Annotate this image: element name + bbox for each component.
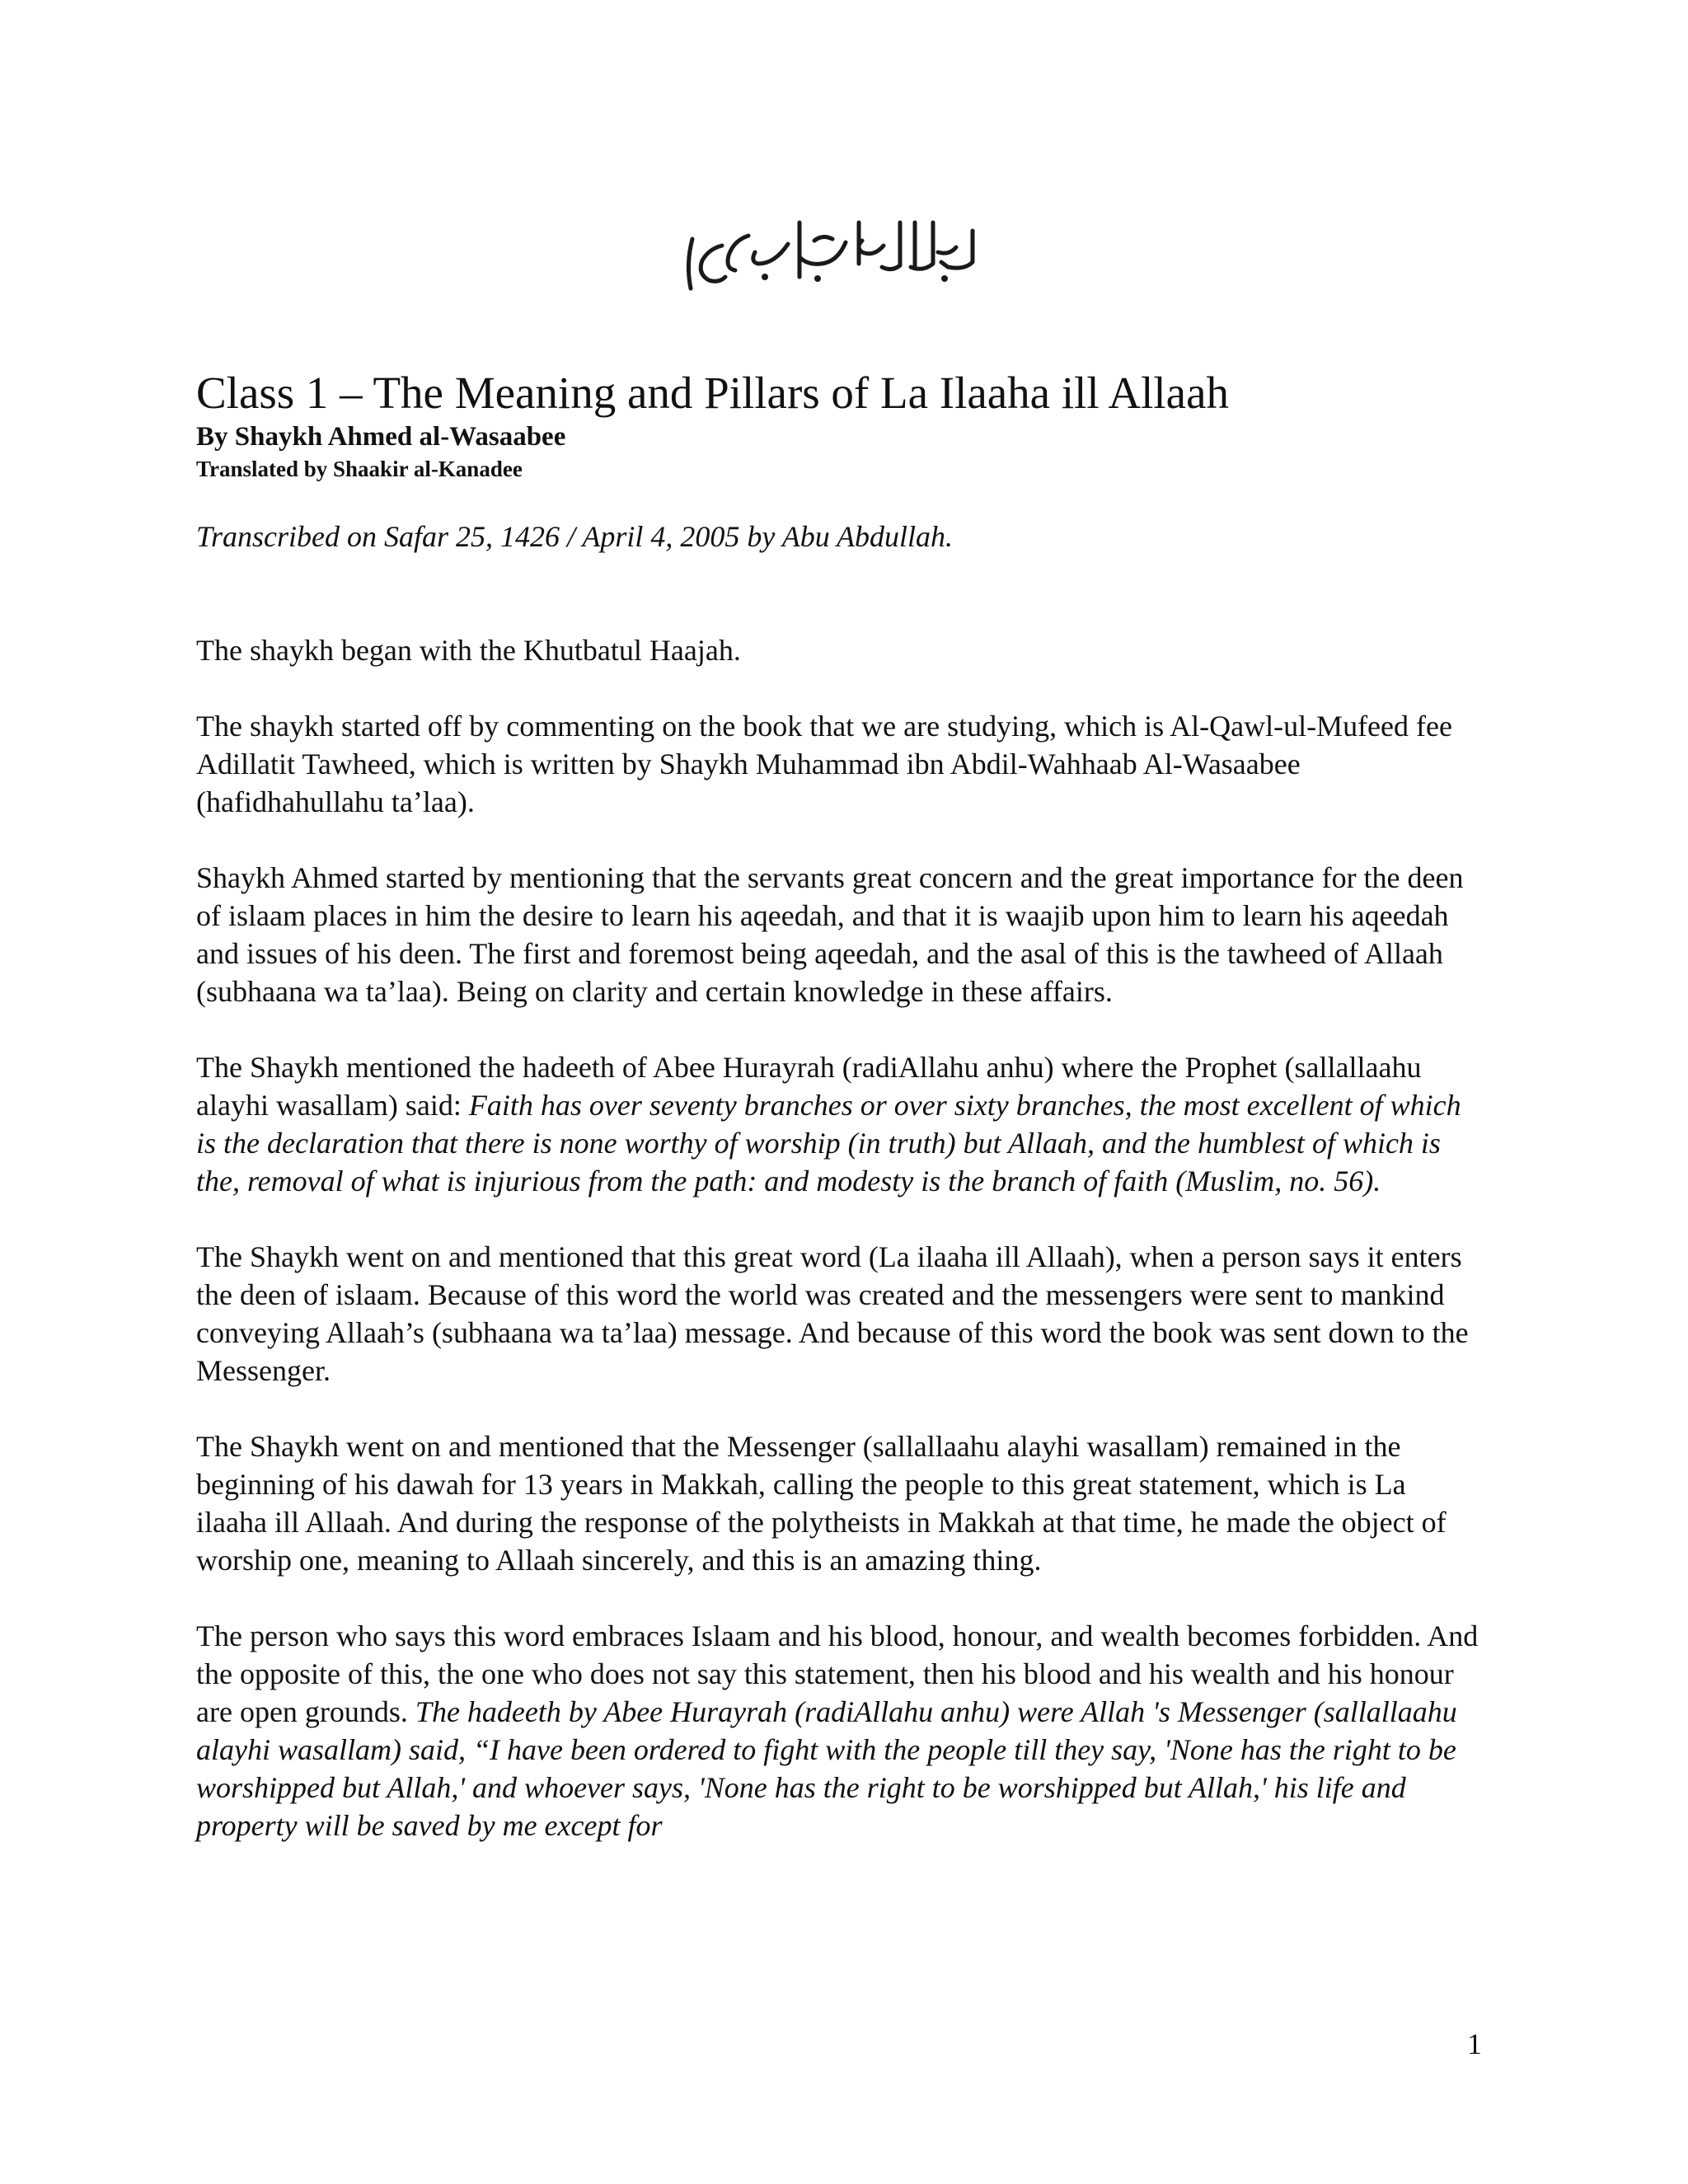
translator-line: Translated by Shaakir al-Kanadee [196,457,523,481]
hadeeth-quote-fight: The hadeeth by Abee Hurayrah (radiAllahu anhu) were Allah 's Messenger (sallallaahu alayhi wasallam) said, “I have been ordered to fight with the people till they say, 'None has the right to be worshipped but Allah,' and whoever says, 'None has the right to be worshipped but Allah,' his life and property will be saved by me except for [196,1695,1457,1842]
document-body [196,368,1482,1844]
hadeeth-quote-faith: Faith has over seventy branches or over sixty branches, the most excellent of which is the declaration that there is none worthy of worship (in truth) but Allaah, and the humblest of which is the, removal of what is injurious from the path: and modesty is the branch of faith (Muslim, no. 56). [196,1089,1461,1197]
page-title: Class 1 – The Meaning and Pillars of La Ilaaha ill Allaah [196,368,1229,418]
paragraph-1: The shaykh began with the Khutbatul Haajah. [196,634,741,667]
paragraph-4-lead: The Shaykh mentioned the hadeeth of Abee Hurayrah (radiAllahu anhu) where the Prophet (sallallaahu alayhi wasallam) said: [196,1051,1422,1122]
page-number: 1 [1467,2027,1482,2060]
author-line: By Shaykh Ahmed al-Wasaabee [196,422,566,452]
paragraph-4 [196,1048,1482,1200]
basmala-calligraphy [676,198,989,297]
paragraph-2: The shaykh started off by commenting on the book that we are studying, which is Al-Qawl-ul-Mufeed fee Adillatit Tawheed, which is written by Shaykh Muhammad ibn Abdil-Wahhaab Al-Wasaabee (hafidhahullahu ta’laa). [196,710,1452,818]
paragraph-7 [196,1617,1482,1844]
paragraph-3: Shaykh Ahmed started by mentioning that the servants great concern and the great importance for the deen of islaam places in him the desire to learn his aqeedah, and that it is waajib upon him to learn his aqeedah and issues of his deen. The first and foremost being aqeedah, and the asal of this is the tawheed of Allaah (subhaana wa ta’laa). Being on clarity and certain knowledge in these affairs. [196,861,1464,1008]
paragraph-5: The Shaykh went on and mentioned that this great word (La ilaaha ill Allaah), when a person says it enters the deen of islaam. Because of this word the world was created and the messengers were sent to mankind conveying Allaah’s (subhaana wa ta’laa) message. And because of this word the book was sent down to the Messenger. [196,1240,1469,1387]
transcription-note: Transcribed on Safar 25, 1426 / April 4, 2005 by Abu Abdullah. [196,520,954,553]
paragraph-7-lead: The person who says this word embraces Islaam and his blood, honour, and wealth becomes forbidden. And the opposite of this, the one who does not say this statement, then his blood and his wealth and his honour are open grounds. [196,1619,1479,1728]
paragraph-6: The Shaykh went on and mentioned that the Messenger (sallallaahu alayhi wasallam) remained in the beginning of his dawah for 13 years in Makkah, calling the people to this great statement, which is La ilaaha ill Allaah. And during the response of the polytheists in Makkah at that time, he made the object of worship one, meaning to Allaah sincerely, and this is an amazing thing. [196,1430,1447,1577]
